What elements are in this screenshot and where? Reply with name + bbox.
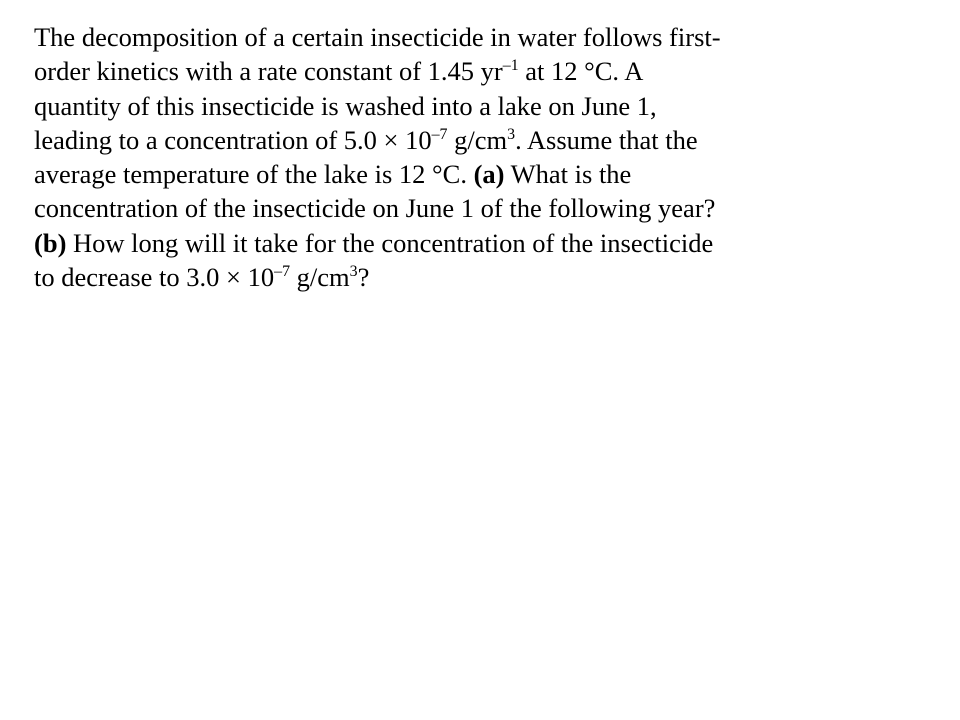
problem-line-8-text-a: to decrease to 3.0 × 10 [34, 262, 275, 293]
problem-line-1-text: The decomposition of a certain insecticide in water follows first- [34, 22, 721, 52]
problem-line-8 [34, 260, 914, 294]
problem-line-4 [34, 123, 914, 157]
problem-line-8-text-b: g/cm [290, 262, 350, 293]
problem-line-5 [34, 157, 914, 191]
cubic-exponent: 3 [507, 126, 516, 144]
problem-line-2-text-b: at 12 °C. A [518, 56, 644, 87]
problem-line-5-text-a: average temperature of the lake is 12 °C. [34, 159, 474, 190]
initial-concentration-exponent: –7 [431, 126, 448, 144]
cubic-exponent-2: 3 [349, 263, 358, 281]
rate-constant-exponent: –1 [502, 57, 519, 75]
problem-line-4-text-a: leading to a concentration of 5.0 × 10 [34, 124, 432, 155]
problem-line-8-text-c: ? [357, 262, 370, 293]
target-concentration-exponent: –7 [274, 263, 291, 281]
problem-line-6 [34, 191, 914, 225]
problem-line-4-text-c: . Assume that the [515, 124, 698, 155]
part-b-label: (b) [34, 227, 67, 258]
problem-line-2 [34, 54, 914, 88]
problem-line-3-text: quantity of this insecticide is washed into a lake on June 1, [34, 90, 657, 121]
problem-line-2-text-a: order kinetics with a rate constant of 1.45 yr [34, 56, 503, 87]
problem-line-6-text: concentration of the insecticide on June 1 of the following year? [34, 193, 716, 224]
part-a-label: (a) [473, 159, 505, 190]
problem-text [34, 20, 914, 294]
problem-line-1 [34, 20, 914, 54]
problem-line-7-text: How long will it take for the concentration of the insecticide [66, 227, 714, 258]
problem-line-3 [34, 89, 914, 123]
problem-line-7 [34, 226, 914, 260]
problem-line-4-text-b: g/cm [447, 124, 508, 155]
problem-line-5-text-b: What is the [504, 159, 632, 190]
